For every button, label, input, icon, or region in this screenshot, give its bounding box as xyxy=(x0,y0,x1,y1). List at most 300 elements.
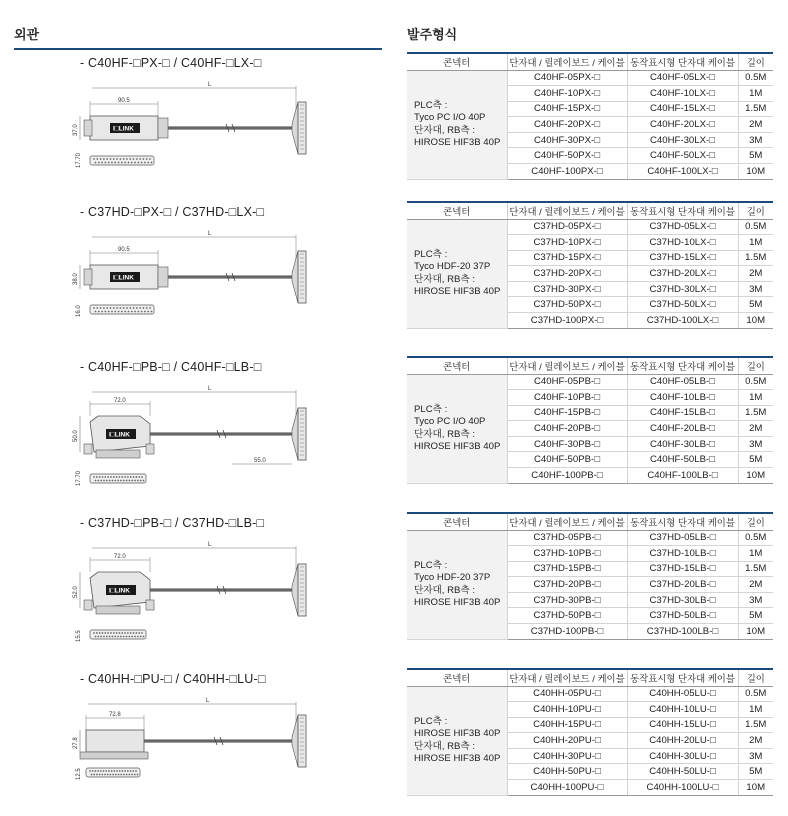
column-header: 동작표시형 단자대 케이블 xyxy=(627,357,738,374)
cable-outline-drawing xyxy=(70,78,340,196)
table-header-row xyxy=(407,513,773,530)
plug-pin xyxy=(139,158,141,160)
plug-pin xyxy=(103,770,105,772)
plug-pin xyxy=(121,476,123,478)
table-header-row xyxy=(407,669,773,686)
indicator-cable-model: C40HH-100LU-□ xyxy=(627,780,738,796)
screw-right xyxy=(146,444,154,454)
standard-cable-model: C37HD-30PX-□ xyxy=(507,281,627,297)
plug-pin xyxy=(96,632,98,634)
plug-pin xyxy=(97,480,99,482)
plug-pin xyxy=(96,476,98,478)
plug-pin xyxy=(103,158,105,160)
plug-pin xyxy=(143,307,145,309)
plug-pin xyxy=(126,158,128,160)
plug-pin xyxy=(124,632,126,634)
connector-spec-line: PLC측 : xyxy=(414,248,448,260)
plug-pin xyxy=(136,307,138,309)
indicator-cable-model: C40HF-05LB-□ xyxy=(627,374,738,390)
column-header: 길이 xyxy=(738,53,773,70)
plug-pin xyxy=(120,636,122,638)
plug-pin xyxy=(102,476,104,478)
connector-spec-cell xyxy=(407,374,507,483)
plug-pin xyxy=(129,307,131,309)
plug-pin xyxy=(96,158,98,160)
plug-height-label: 17.70 xyxy=(76,470,82,486)
plug-pin xyxy=(110,774,112,776)
plug-pin xyxy=(100,770,102,772)
plug-pin xyxy=(103,636,105,638)
plug-pin xyxy=(117,480,119,482)
indicator-cable-model: C40HH-50LU-□ xyxy=(627,764,738,780)
indicator-cable-model: C40HF-50LX-□ xyxy=(627,148,738,164)
indicator-cable-model: C40HF-10LX-□ xyxy=(627,86,738,102)
plug-pin xyxy=(119,307,121,309)
table-header-row xyxy=(407,202,773,219)
standard-cable-model: C40HF-20PB-□ xyxy=(507,421,627,437)
cable-length: 0.5M xyxy=(738,219,773,235)
part-number-title: - C37HD-□PB-□ / C37HD-□LB-□ xyxy=(80,516,265,530)
standard-cable-model: C37HD-100PB-□ xyxy=(507,624,627,640)
indicator-cable-model: C37HD-15LX-□ xyxy=(627,250,738,266)
column-header: 단자대 / 릴레이보드 / 케이블 xyxy=(507,202,627,219)
column-header: 동작표시형 단자대 케이블 xyxy=(627,513,738,530)
brand-logo-text: I□LINK xyxy=(113,274,134,282)
plug-face-view xyxy=(90,305,154,314)
plug-pin xyxy=(120,480,122,482)
width-label: 72.0 xyxy=(114,398,126,404)
standard-cable-model: C40HF-10PB-□ xyxy=(507,390,627,406)
plug-pin xyxy=(95,311,97,313)
plug-pin xyxy=(132,770,134,772)
table-header-row xyxy=(407,357,773,374)
plug-pin xyxy=(128,311,130,313)
plug-pin xyxy=(104,632,106,634)
standard-cable-model: C40HF-05PX-□ xyxy=(507,70,627,86)
plug-pin xyxy=(101,162,103,164)
terminal-connector xyxy=(298,408,306,460)
drawing-group xyxy=(73,386,306,486)
drawing-group xyxy=(73,231,306,317)
cable-length: 3M xyxy=(738,436,773,452)
standard-cable-model: C40HH-15PU-□ xyxy=(507,717,627,733)
connector-spec-line: HIROSE HIF3B 40P xyxy=(414,137,501,149)
terminal-connector xyxy=(298,564,306,616)
plug-pin xyxy=(124,311,126,313)
standard-cable-model: C40HH-30PU-□ xyxy=(507,748,627,764)
connector-spec-line: PLC측 : xyxy=(414,99,448,111)
terminal-boot xyxy=(292,408,298,460)
plug-pin xyxy=(126,774,128,776)
indicator-cable-model: C40HF-20LB-□ xyxy=(627,421,738,437)
plug-pin xyxy=(113,770,115,772)
terminal-connector xyxy=(298,715,306,767)
cable-length: 10M xyxy=(738,164,773,180)
connector-spec-line: HIROSE HIF3B 40P xyxy=(414,286,501,298)
cable-drawing-svg xyxy=(70,694,340,812)
screw-right xyxy=(146,600,154,610)
plug-pin xyxy=(109,480,111,482)
screw-left xyxy=(84,444,92,454)
indicator-cable-model: C37HD-05LX-□ xyxy=(627,219,738,235)
plug-pin xyxy=(128,636,130,638)
plug-pin xyxy=(112,774,114,776)
column-header: 길이 xyxy=(738,202,773,219)
connector-spec-line: HIROSE HIF3B 40P xyxy=(414,728,501,740)
column-header: 동작표시형 단자대 케이블 xyxy=(627,669,738,686)
standard-cable-model: C37HD-20PB-□ xyxy=(507,577,627,593)
indicator-cable-model: C40HH-15LU-□ xyxy=(627,717,738,733)
connector-spec-line: PLC측 : xyxy=(414,403,448,415)
plug-pin xyxy=(92,770,94,772)
indicator-cable-model: C40HF-15LB-□ xyxy=(627,405,738,421)
plug-pin xyxy=(120,774,122,776)
plug-pin xyxy=(116,158,118,160)
plug-pin xyxy=(143,636,145,638)
cable-length: 3M xyxy=(738,592,773,608)
standard-cable-model: C40HF-50PX-□ xyxy=(507,148,627,164)
plug-pin xyxy=(151,162,153,164)
cable-length: 3M xyxy=(738,748,773,764)
connector-spec-line: 단자대, RB측 : xyxy=(414,124,476,136)
plug-pin xyxy=(96,307,98,309)
order-format-table xyxy=(407,356,773,484)
indicator-cable-model: C40HH-30LU-□ xyxy=(627,748,738,764)
height-label: 37.0 xyxy=(73,124,79,136)
part-number-title: - C37HD-□PX-□ / C37HD-□LX-□ xyxy=(80,205,265,219)
width-label: 90.5 xyxy=(118,247,130,253)
cable-drawing-svg xyxy=(70,227,340,345)
standard-cable-model: C40HH-20PU-□ xyxy=(507,733,627,749)
plug-pin xyxy=(144,311,146,313)
plug-pin xyxy=(123,307,125,309)
plug-pin xyxy=(135,476,137,478)
plug-pin xyxy=(106,480,108,482)
width-label: 72.0 xyxy=(114,554,126,560)
connector-spec-line: HIROSE HIF3B 40P xyxy=(414,597,501,609)
indicator-cable-model: C37HD-15LB-□ xyxy=(627,561,738,577)
cable-length: 5M xyxy=(738,608,773,624)
cable-length: 1.5M xyxy=(738,561,773,577)
plug-pin xyxy=(114,311,116,313)
plug-pin xyxy=(101,774,103,776)
indicator-cable-model: C37HD-100LB-□ xyxy=(627,624,738,640)
plug-face-view xyxy=(86,768,140,777)
plug-pin xyxy=(116,632,118,634)
plug-pin xyxy=(131,774,133,776)
column-header: 길이 xyxy=(738,357,773,374)
standard-cable-model: C37HD-100PX-□ xyxy=(507,313,627,329)
plug-pin xyxy=(121,632,123,634)
height-label: 38.0 xyxy=(73,273,79,285)
plug-pin xyxy=(115,774,117,776)
plug-pin xyxy=(133,307,135,309)
plug-pin xyxy=(123,774,125,776)
cable-drawing-svg xyxy=(70,382,340,500)
plug-pin xyxy=(141,162,143,164)
indicator-cable-model: C40HF-100LB-□ xyxy=(627,468,738,484)
connector-spec-line: HIROSE HIF3B 40P xyxy=(414,753,501,765)
plug-pin xyxy=(151,311,153,313)
connector-spec-cell xyxy=(407,70,507,179)
cable-drawing-svg xyxy=(70,78,340,196)
plug-pin xyxy=(119,476,121,478)
standard-cable-model: C40HF-15PX-□ xyxy=(507,101,627,117)
cable-length: 5M xyxy=(738,452,773,468)
plug-pin xyxy=(104,774,106,776)
cable-outline-drawing xyxy=(70,227,340,345)
plug-pin xyxy=(134,480,136,482)
standard-cable-model: C37HD-05PB-□ xyxy=(507,530,627,546)
cable-length: 2M xyxy=(738,577,773,593)
cable-length: 10M xyxy=(738,468,773,484)
plug-face-view xyxy=(90,156,154,165)
connector-spec-line: Tyco HDF-20 37P xyxy=(414,261,491,273)
plug-pin xyxy=(116,307,118,309)
plug-pin xyxy=(106,636,108,638)
plug-pin xyxy=(124,162,126,164)
plug-pin xyxy=(103,480,105,482)
plug-pin xyxy=(137,311,139,313)
plug-pin xyxy=(114,480,116,482)
plug-pin xyxy=(130,770,132,772)
cable-length: 0.5M xyxy=(738,374,773,390)
plug-pin xyxy=(126,480,128,482)
drawing-group xyxy=(73,698,306,780)
standard-cable-model: C37HD-50PB-□ xyxy=(507,608,627,624)
table-header-row xyxy=(407,53,773,70)
plug-pin xyxy=(133,158,135,160)
plug-pin xyxy=(107,774,109,776)
plug-pin xyxy=(131,311,133,313)
plug-pin xyxy=(126,636,128,638)
indicator-cable-model: C37HD-05LB-□ xyxy=(627,530,738,546)
table-row xyxy=(407,219,773,235)
plug-pin xyxy=(119,158,121,160)
plug-pin xyxy=(93,632,95,634)
indicator-cable-model: C40HF-30LB-□ xyxy=(627,436,738,452)
plug-pin xyxy=(95,480,97,482)
standard-cable-model: C40HH-50PU-□ xyxy=(507,764,627,780)
plug-pin xyxy=(99,774,101,776)
plug-pin xyxy=(100,158,102,160)
cable-length: 0.5M xyxy=(738,70,773,86)
part-number-title: - C40HH-□PU-□ / C40HH-□LU-□ xyxy=(80,672,266,686)
plug-pin xyxy=(116,770,118,772)
plug-pin xyxy=(141,311,143,313)
plug-pin xyxy=(97,636,99,638)
column-header: 길이 xyxy=(738,513,773,530)
cable-outline-drawing xyxy=(70,538,340,656)
column-header: 길이 xyxy=(738,669,773,686)
height-label: 27.8 xyxy=(73,737,79,749)
connector-spec-cell xyxy=(407,530,507,639)
drawing-group xyxy=(73,542,306,642)
cable-length: 1.5M xyxy=(738,101,773,117)
screw-left xyxy=(84,120,92,136)
plug-pin xyxy=(149,158,151,160)
plug-height-label: 15.5 xyxy=(76,630,82,642)
terminal-boot xyxy=(292,715,298,767)
terminal-connector xyxy=(298,251,306,303)
plug-pin xyxy=(131,162,133,164)
plug-pin xyxy=(141,632,143,634)
cable-length: 1M xyxy=(738,546,773,562)
plug-pin xyxy=(111,770,113,772)
plug-face-view xyxy=(90,474,146,483)
plug-pin xyxy=(89,770,91,772)
plug-pin xyxy=(130,476,132,478)
cable-outline-drawing xyxy=(70,382,340,500)
plug-pin xyxy=(118,311,120,313)
indicator-cable-model: C37HD-50LX-□ xyxy=(627,297,738,313)
plug-pin xyxy=(93,158,95,160)
standard-cable-model: C37HD-20PX-□ xyxy=(507,266,627,282)
standard-cable-model: C37HD-30PB-□ xyxy=(507,592,627,608)
column-header: 콘넥터 xyxy=(407,513,507,530)
width-label: 72.8 xyxy=(109,712,121,718)
standard-cable-model: C40HH-10PU-□ xyxy=(507,702,627,718)
plug-pin xyxy=(135,632,137,634)
plug-height-label: 17.70 xyxy=(76,152,82,168)
part-number-title: - C40HF-□PX-□ / C40HF-□LX-□ xyxy=(80,56,262,70)
indicator-cable-model: C37HD-20LB-□ xyxy=(627,577,738,593)
plug-pin xyxy=(129,158,131,160)
plug-face-view xyxy=(90,630,146,639)
screw-left xyxy=(84,269,92,285)
standard-cable-model: C40HF-20PX-□ xyxy=(507,117,627,133)
column-header: 단자대 / 릴레이보드 / 케이블 xyxy=(507,357,627,374)
plug-pin xyxy=(113,158,115,160)
plug-pin xyxy=(95,770,97,772)
plug-pin xyxy=(128,480,130,482)
standard-cable-model: C40HF-05PB-□ xyxy=(507,374,627,390)
indicator-cable-model: C40HF-05LX-□ xyxy=(627,70,738,86)
appearance-heading: 외관 xyxy=(14,27,40,42)
indicator-cable-model: C40HF-50LB-□ xyxy=(627,452,738,468)
brand-logo-text: I□LINK xyxy=(113,125,134,133)
plug-pin xyxy=(111,311,113,313)
indicator-cable-model: C37HD-10LX-□ xyxy=(627,235,738,251)
screw-left xyxy=(84,600,92,610)
plug-pin xyxy=(110,476,112,478)
plug-pin xyxy=(121,162,123,164)
cable-length: 3M xyxy=(738,132,773,148)
plug-pin xyxy=(106,158,108,160)
column-header: 단자대 / 릴레이보드 / 케이블 xyxy=(507,513,627,530)
order-format-table xyxy=(407,512,773,640)
plug-pin xyxy=(131,636,133,638)
plug-pin xyxy=(108,311,110,313)
standard-cable-model: C37HD-15PX-□ xyxy=(507,250,627,266)
indicator-cable-model: C37HD-30LX-□ xyxy=(627,281,738,297)
indicator-cable-model: C40HH-10LU-□ xyxy=(627,702,738,718)
connector-plug xyxy=(80,752,148,759)
plug-pin xyxy=(143,480,145,482)
plug-pin xyxy=(119,770,121,772)
length-label: L xyxy=(208,386,212,392)
plug-pin xyxy=(106,307,108,309)
plug-pin xyxy=(113,476,115,478)
plug-pin xyxy=(93,476,95,478)
cable-length: 2M xyxy=(738,421,773,437)
plug-pin xyxy=(98,162,100,164)
plug-pin xyxy=(122,770,124,772)
plug-pin xyxy=(134,636,136,638)
length-label: L xyxy=(206,698,210,704)
table-row xyxy=(407,374,773,390)
cable-length: 3M xyxy=(738,281,773,297)
order-format-table xyxy=(407,52,773,180)
plug-pin xyxy=(139,307,141,309)
cable-length: 10M xyxy=(738,313,773,329)
connector-spec-line: Tyco PC I/O 40P xyxy=(414,416,486,428)
plug-pin xyxy=(117,636,119,638)
standard-cable-model: C37HD-15PB-□ xyxy=(507,561,627,577)
plug-pin xyxy=(127,770,129,772)
plug-pin xyxy=(133,476,135,478)
plug-pin xyxy=(137,774,139,776)
connector-plug xyxy=(96,450,140,458)
connector-plug xyxy=(96,606,140,614)
connector-housing xyxy=(86,730,144,752)
cable-boot xyxy=(158,267,168,287)
cable-boot xyxy=(158,118,168,138)
order-format-heading: 발주형식 xyxy=(407,27,458,42)
column-header: 단자대 / 릴레이보드 / 케이블 xyxy=(507,669,627,686)
plug-pin xyxy=(99,632,101,634)
plug-pin xyxy=(103,307,105,309)
column-header: 콘넥터 xyxy=(407,53,507,70)
plug-pin xyxy=(108,770,110,772)
cable-length: 0.5M xyxy=(738,686,773,702)
connector-spec-line: Tyco HDF-20 37P xyxy=(414,572,491,584)
cable-length: 5M xyxy=(738,764,773,780)
plug-pin xyxy=(107,476,109,478)
indicator-cable-model: C37HD-20LX-□ xyxy=(627,266,738,282)
column-header: 동작표시형 단자대 케이블 xyxy=(627,53,738,70)
plug-pin xyxy=(134,162,136,164)
cable-length: 0.5M xyxy=(738,530,773,546)
plug-pin xyxy=(137,480,139,482)
column-header: 콘넥터 xyxy=(407,357,507,374)
cable-length: 1.5M xyxy=(738,250,773,266)
plug-pin xyxy=(100,636,102,638)
plug-pin xyxy=(107,632,109,634)
plug-pin xyxy=(104,476,106,478)
table-row xyxy=(407,70,773,86)
standard-cable-model: C40HF-50PB-□ xyxy=(507,452,627,468)
plug-pin xyxy=(100,480,102,482)
connector-spec-line: 단자대, RB측 : xyxy=(414,740,476,752)
plug-pin xyxy=(112,636,114,638)
indicator-cable-model: C40HF-30LX-□ xyxy=(627,132,738,148)
indicator-cable-model: C37HD-30LB-□ xyxy=(627,592,738,608)
column-header: 콘넥터 xyxy=(407,669,507,686)
plug-pin xyxy=(134,774,136,776)
plug-pin xyxy=(131,480,133,482)
connector-spec-line: 단자대, RB측 : xyxy=(414,273,476,285)
offset-label: 55.0 xyxy=(254,458,266,464)
connector-spec-cell xyxy=(407,219,507,328)
cable-length: 1M xyxy=(738,390,773,406)
plug-pin xyxy=(91,774,93,776)
cable-length: 1M xyxy=(738,702,773,718)
cable-length: 1M xyxy=(738,86,773,102)
terminal-connector xyxy=(298,102,306,154)
terminal-boot xyxy=(292,251,298,303)
height-label: 52.0 xyxy=(73,586,79,598)
